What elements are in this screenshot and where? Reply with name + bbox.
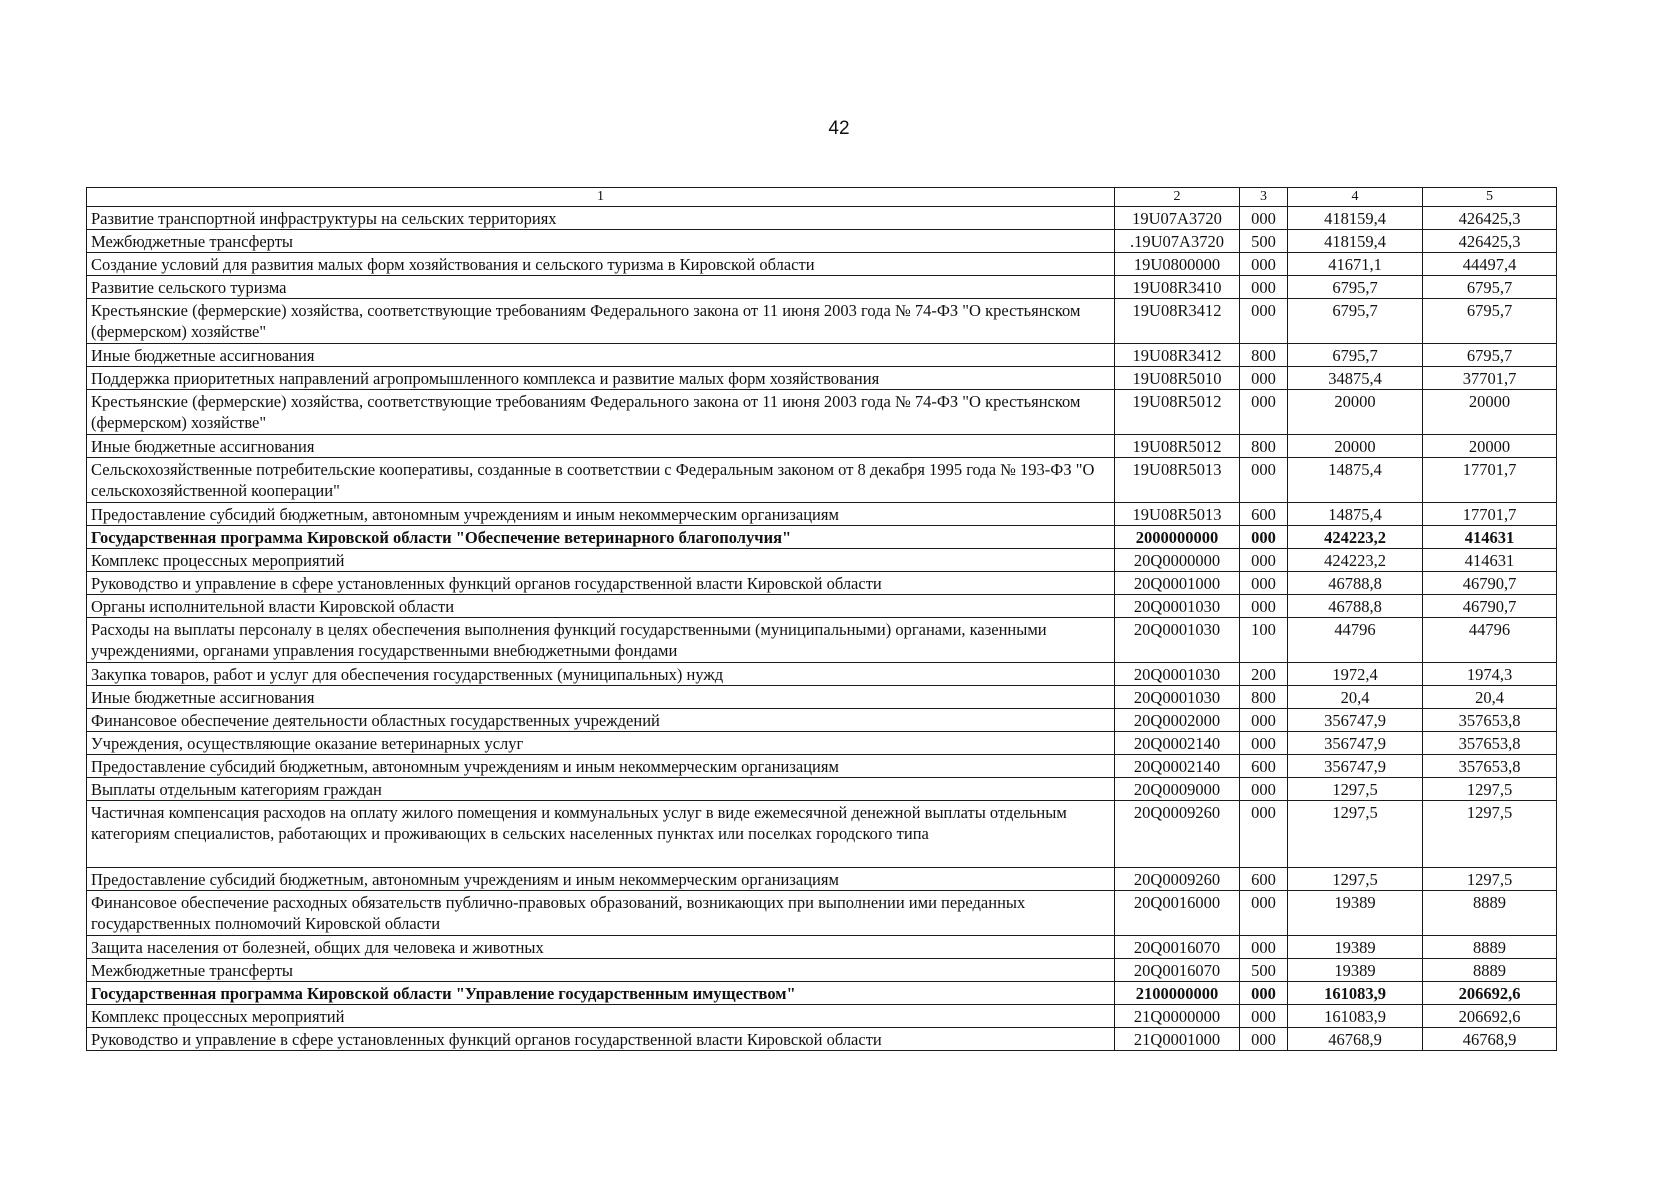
table-header-row	[87, 188, 1557, 207]
row-value-1: 20000	[1288, 390, 1423, 435]
row-type: 800	[1240, 344, 1288, 367]
row-type: 600	[1240, 868, 1288, 891]
row-code: 20Q0001030	[1115, 663, 1240, 686]
row-type: 000	[1240, 549, 1288, 572]
row-code: 19U08R5013	[1115, 503, 1240, 526]
row-value-2: 46790,7	[1423, 572, 1557, 595]
row-value-1: 41671,1	[1288, 253, 1423, 276]
row-value-1: 19389	[1288, 891, 1423, 936]
table-row	[87, 207, 1557, 230]
table-row	[87, 503, 1557, 526]
row-code: 19U08R5012	[1115, 435, 1240, 458]
row-value-1: 44796	[1288, 618, 1423, 663]
row-code: 21Q0001000	[1115, 1028, 1240, 1051]
row-name: Учреждения, осуществляющие оказание ветеринарных услуг	[87, 732, 1115, 755]
row-type: 000	[1240, 572, 1288, 595]
row-value-2: 37701,7	[1423, 367, 1557, 390]
row-code: 19U0800000	[1115, 253, 1240, 276]
table-row	[87, 367, 1557, 390]
table-row	[87, 1028, 1557, 1051]
row-type: 000	[1240, 1028, 1288, 1051]
row-value-2: 1974,3	[1423, 663, 1557, 686]
row-type: 100	[1240, 618, 1288, 663]
table-row-program	[87, 526, 1557, 549]
row-type: 000	[1240, 595, 1288, 618]
row-value-2: 357653,8	[1423, 709, 1557, 732]
row-code: 20Q0002140	[1115, 732, 1240, 755]
row-value-1: 46788,8	[1288, 595, 1423, 618]
row-name: Межбюджетные трансферты	[87, 230, 1115, 253]
table-row	[87, 959, 1557, 982]
row-type: 000	[1240, 801, 1288, 868]
row-value-1: 356747,9	[1288, 755, 1423, 778]
row-type: 600	[1240, 755, 1288, 778]
row-name: Органы исполнительной власти Кировской области	[87, 595, 1115, 618]
row-type: 000	[1240, 207, 1288, 230]
row-value-1: 1297,5	[1288, 868, 1423, 891]
row-value-2: 20000	[1423, 390, 1557, 435]
row-name: Иные бюджетные ассигнования	[87, 686, 1115, 709]
row-name: Предоставление субсидий бюджетным, автономным учреждениям и иным некоммерческим организациям	[87, 868, 1115, 891]
row-code: 21Q0000000	[1115, 1005, 1240, 1028]
row-value-2: 1297,5	[1423, 868, 1557, 891]
row-value-1: 356747,9	[1288, 732, 1423, 755]
row-value-2: 8889	[1423, 936, 1557, 959]
row-value-2: 44497,4	[1423, 253, 1557, 276]
row-type: 000	[1240, 458, 1288, 503]
row-name: Государственная программа Кировской области "Обеспечение ветеринарного благополучия"	[87, 526, 1115, 549]
row-value-2: 6795,7	[1423, 276, 1557, 299]
row-type: 000	[1240, 936, 1288, 959]
row-code: 20Q0000000	[1115, 549, 1240, 572]
row-value-1: 20,4	[1288, 686, 1423, 709]
table-row	[87, 549, 1557, 572]
row-value-1: 424223,2	[1288, 549, 1423, 572]
row-name: Комплекс процессных мероприятий	[87, 549, 1115, 572]
row-value-2: 20000	[1423, 435, 1557, 458]
row-name: Предоставление субсидий бюджетным, автономным учреждениям и иным некоммерческим организациям	[87, 503, 1115, 526]
table-row	[87, 344, 1557, 367]
row-name: Крестьянские (фермерские) хозяйства, соответствующие требованиям Федерального закона от 11 июня 2003 года № 74-ФЗ "О крестьянском (фермерском) хозяйстве"	[87, 390, 1115, 435]
row-code: 19U08R3410	[1115, 276, 1240, 299]
row-value-1: 161083,9	[1288, 982, 1423, 1005]
row-value-2: 6795,7	[1423, 299, 1557, 344]
row-type: 000	[1240, 982, 1288, 1005]
row-value-1: 6795,7	[1288, 276, 1423, 299]
column-header: 4	[1288, 188, 1423, 207]
row-type: 800	[1240, 686, 1288, 709]
row-name: Создание условий для развития малых форм хозяйствования и сельского туризма в Кировской области	[87, 253, 1115, 276]
row-code: 19U08R5010	[1115, 367, 1240, 390]
table-row	[87, 868, 1557, 891]
row-name: Закупка товаров, работ и услуг для обеспечения государственных (муниципальных) нужд	[87, 663, 1115, 686]
row-value-1: 6795,7	[1288, 299, 1423, 344]
row-code: 19U08R5013	[1115, 458, 1240, 503]
row-value-2: 8889	[1423, 891, 1557, 936]
row-value-1: 424223,2	[1288, 526, 1423, 549]
table-row	[87, 276, 1557, 299]
table-row	[87, 595, 1557, 618]
column-header: 1	[87, 188, 1115, 207]
row-name: Выплаты отдельным категориям граждан	[87, 778, 1115, 801]
table-row	[87, 755, 1557, 778]
row-value-1: 6795,7	[1288, 344, 1423, 367]
row-code: 20Q0002000	[1115, 709, 1240, 732]
row-type: 000	[1240, 732, 1288, 755]
row-name: Государственная программа Кировской области "Управление государственным имуществом"	[87, 982, 1115, 1005]
row-value-2: 414631	[1423, 526, 1557, 549]
row-code: 20Q0009000	[1115, 778, 1240, 801]
row-name: Руководство и управление в сфере установленных функций органов государственной власти Кировской области	[87, 572, 1115, 595]
table-row	[87, 390, 1557, 435]
row-type: 000	[1240, 891, 1288, 936]
row-value-2: 414631	[1423, 549, 1557, 572]
row-name: Расходы на выплаты персоналу в целях обеспечения выполнения функций государственными (муниципальными) органами, казенными учреждениями, органами управления государственными внебюджетными фондами	[87, 618, 1115, 663]
table-row	[87, 230, 1557, 253]
row-type: 600	[1240, 503, 1288, 526]
row-type: 000	[1240, 253, 1288, 276]
row-name: Крестьянские (фермерские) хозяйства, соответствующие требованиям Федерального закона от 11 июня 2003 года № 74-ФЗ "О крестьянском (фермерском) хозяйстве"	[87, 299, 1115, 344]
row-code: 20Q0002140	[1115, 755, 1240, 778]
row-value-2: 8889	[1423, 959, 1557, 982]
row-value-1: 34875,4	[1288, 367, 1423, 390]
table-row	[87, 801, 1557, 868]
row-code: 19U08R5012	[1115, 390, 1240, 435]
row-value-2: 46790,7	[1423, 595, 1557, 618]
row-code: 20Q0001030	[1115, 618, 1240, 663]
row-type: 000	[1240, 526, 1288, 549]
row-name: Комплекс процессных мероприятий	[87, 1005, 1115, 1028]
row-type: 000	[1240, 709, 1288, 732]
table-row	[87, 1005, 1557, 1028]
row-code: 20Q0001030	[1115, 595, 1240, 618]
row-value-1: 46788,8	[1288, 572, 1423, 595]
table-row	[87, 618, 1557, 663]
row-type: 000	[1240, 778, 1288, 801]
row-value-1: 1972,4	[1288, 663, 1423, 686]
table-row	[87, 458, 1557, 503]
row-value-2: 426425,3	[1423, 207, 1557, 230]
row-code: 20Q0016070	[1115, 959, 1240, 982]
row-name: Частичная компенсация расходов на оплату жилого помещения и коммунальных услуг в виде ежемесячной денежной выплаты отдельным категориям специалистов, работающих и проживающих в сельских населенных пунктах или поселках городского типа	[87, 801, 1115, 868]
row-type: 200	[1240, 663, 1288, 686]
row-name: Защита населения от болезней, общих для человека и животных	[87, 936, 1115, 959]
row-name: Финансовое обеспечение деятельности областных государственных учреждений	[87, 709, 1115, 732]
column-header: 3	[1240, 188, 1288, 207]
row-value-2: 206692,6	[1423, 1005, 1557, 1028]
row-value-2: 17701,7	[1423, 503, 1557, 526]
row-value-1: 1297,5	[1288, 778, 1423, 801]
row-code: 19U08R3412	[1115, 344, 1240, 367]
row-type: 000	[1240, 276, 1288, 299]
row-code: 2000000000	[1115, 526, 1240, 549]
table-row	[87, 778, 1557, 801]
row-value-1: 418159,4	[1288, 207, 1423, 230]
table-row	[87, 572, 1557, 595]
table-row	[87, 709, 1557, 732]
row-code: 20Q0009260	[1115, 801, 1240, 868]
table-row	[87, 253, 1557, 276]
row-name: Предоставление субсидий бюджетным, автономным учреждениям и иным некоммерческим организациям	[87, 755, 1115, 778]
table-row	[87, 435, 1557, 458]
row-type: 800	[1240, 435, 1288, 458]
page-number: 42	[828, 118, 850, 139]
row-value-2: 357653,8	[1423, 732, 1557, 755]
row-name: Иные бюджетные ассигнования	[87, 344, 1115, 367]
row-value-1: 46768,9	[1288, 1028, 1423, 1051]
row-code: 20Q0001000	[1115, 572, 1240, 595]
row-name: Финансовое обеспечение расходных обязательств публично-правовых образований, возникающих при выполнении ими переданных государственных полномочий Кировской области	[87, 891, 1115, 936]
row-name: Развитие транспортной инфраструктуры на сельских территориях	[87, 207, 1115, 230]
column-header: 2	[1115, 188, 1240, 207]
row-code: 19U07A3720	[1115, 207, 1240, 230]
row-value-1: 19389	[1288, 959, 1423, 982]
row-value-2: 1297,5	[1423, 778, 1557, 801]
table-row	[87, 732, 1557, 755]
row-value-1: 14875,4	[1288, 458, 1423, 503]
row-value-2: 20,4	[1423, 686, 1557, 709]
row-value-1: 418159,4	[1288, 230, 1423, 253]
row-value-1: 19389	[1288, 936, 1423, 959]
table-row	[87, 891, 1557, 936]
row-code: 20Q0001030	[1115, 686, 1240, 709]
row-value-2: 17701,7	[1423, 458, 1557, 503]
row-value-1: 356747,9	[1288, 709, 1423, 732]
table-row	[87, 936, 1557, 959]
table-row	[87, 686, 1557, 709]
row-code: 20Q0009260	[1115, 868, 1240, 891]
table-row	[87, 663, 1557, 686]
row-name: Поддержка приоритетных направлений агропромышленного комплекса и развитие малых форм хозяйствования	[87, 367, 1115, 390]
row-code: 20Q0016070	[1115, 936, 1240, 959]
row-type: 000	[1240, 367, 1288, 390]
row-value-1: 14875,4	[1288, 503, 1423, 526]
row-value-2: 206692,6	[1423, 982, 1557, 1005]
row-name: Межбюджетные трансферты	[87, 959, 1115, 982]
row-code: .19U07A3720	[1115, 230, 1240, 253]
table-row-program	[87, 982, 1557, 1005]
row-name: Руководство и управление в сфере установленных функций органов государственной власти Кировской области	[87, 1028, 1115, 1051]
row-type: 500	[1240, 959, 1288, 982]
row-code: 2100000000	[1115, 982, 1240, 1005]
row-name: Иные бюджетные ассигнования	[87, 435, 1115, 458]
row-value-2: 46768,9	[1423, 1028, 1557, 1051]
budget-table	[86, 187, 1557, 1051]
row-name: Развитие сельского туризма	[87, 276, 1115, 299]
row-type: 000	[1240, 1005, 1288, 1028]
row-code: 20Q0016000	[1115, 891, 1240, 936]
row-value-2: 6795,7	[1423, 344, 1557, 367]
row-value-2: 357653,8	[1423, 755, 1557, 778]
row-code: 19U08R3412	[1115, 299, 1240, 344]
row-type: 000	[1240, 390, 1288, 435]
row-value-2: 426425,3	[1423, 230, 1557, 253]
table-row	[87, 299, 1557, 344]
row-value-1: 20000	[1288, 435, 1423, 458]
row-value-1: 1297,5	[1288, 801, 1423, 868]
row-value-1: 161083,9	[1288, 1005, 1423, 1028]
row-value-2: 1297,5	[1423, 801, 1557, 868]
row-type: 500	[1240, 230, 1288, 253]
column-header: 5	[1423, 188, 1557, 207]
row-type: 000	[1240, 299, 1288, 344]
row-name: Сельскохозяйственные потребительские кооперативы, созданные в соответствии с Федеральным законом от 8 декабря 1995 года № 193-ФЗ "О сельскохозяйственной кооперации"	[87, 458, 1115, 503]
row-value-2: 44796	[1423, 618, 1557, 663]
